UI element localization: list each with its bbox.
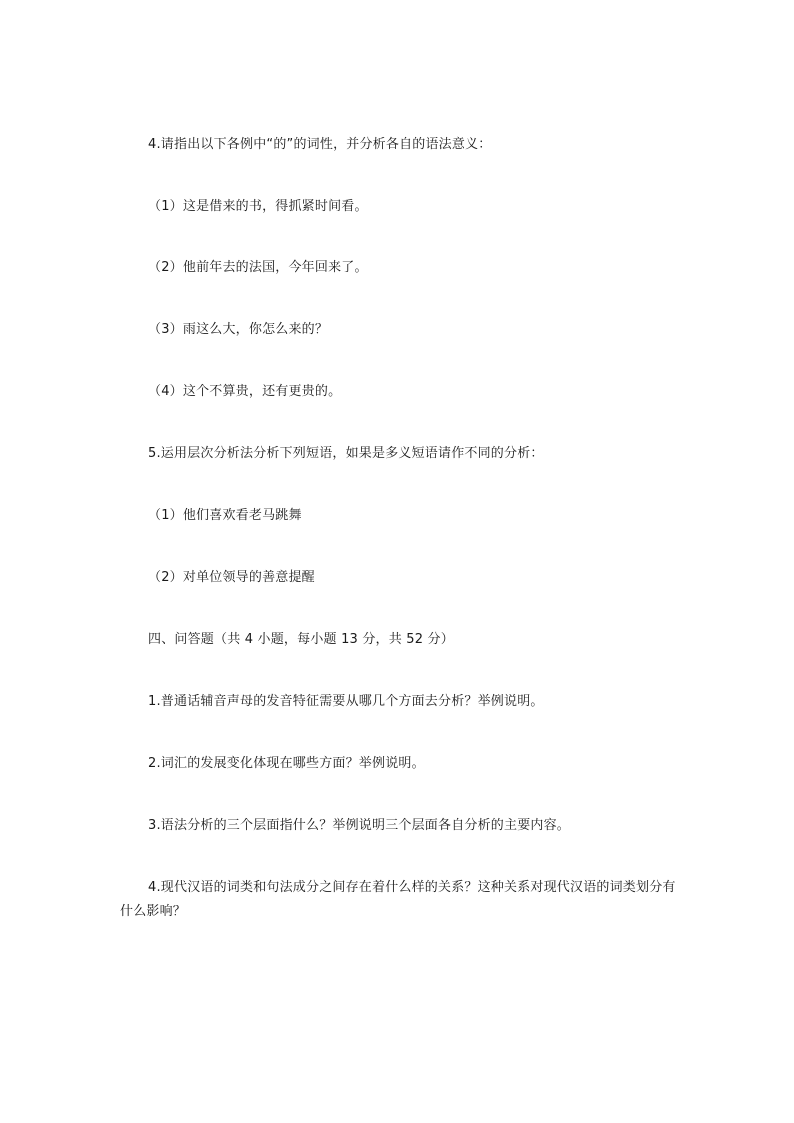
section-four-heading: 四、问答题（共 4 小题，每小题 13 分，共 52 分） <box>148 632 454 647</box>
question-4-item-2: （2）他前年去的法国，今年回来了。 <box>148 260 368 275</box>
section-four-question-3: 3.语法分析的三个层面指什么？举例说明三个层面各自分析的主要内容。 <box>148 818 571 833</box>
question-5-item-2: （2）对单位领导的善意提醒 <box>148 570 315 585</box>
question-4-item-1: （1）这是借来的书，得抓紧时间看。 <box>148 199 368 214</box>
question-4-item-4: （4）这个不算贵，还有更贵的。 <box>148 384 342 399</box>
section-four-question-2: 2.词汇的发展变化体现在哪些方面？举例说明。 <box>148 756 425 771</box>
section-four-question-1: 1.普通话辅音声母的发音特征需要从哪几个方面去分析？举例说明。 <box>148 694 544 709</box>
question-5-prompt: 5.运用层次分析法分析下列短语，如果是多义短语请作不同的分析： <box>148 446 544 461</box>
question-4-item-3: （3）雨这么大，你怎么来的？ <box>148 322 329 337</box>
question-4-prompt: 4.请指出以下各例中“的”的词性，并分析各自的语法意义： <box>148 137 492 152</box>
question-5-item-1: （1）他们喜欢看老马跳舞 <box>148 508 302 523</box>
section-four-question-4: 4.现代汉语的词类和句法成分之间存在着什么样的关系？这种关系对现代汉语的词类划分有什么影响？ <box>120 880 676 919</box>
